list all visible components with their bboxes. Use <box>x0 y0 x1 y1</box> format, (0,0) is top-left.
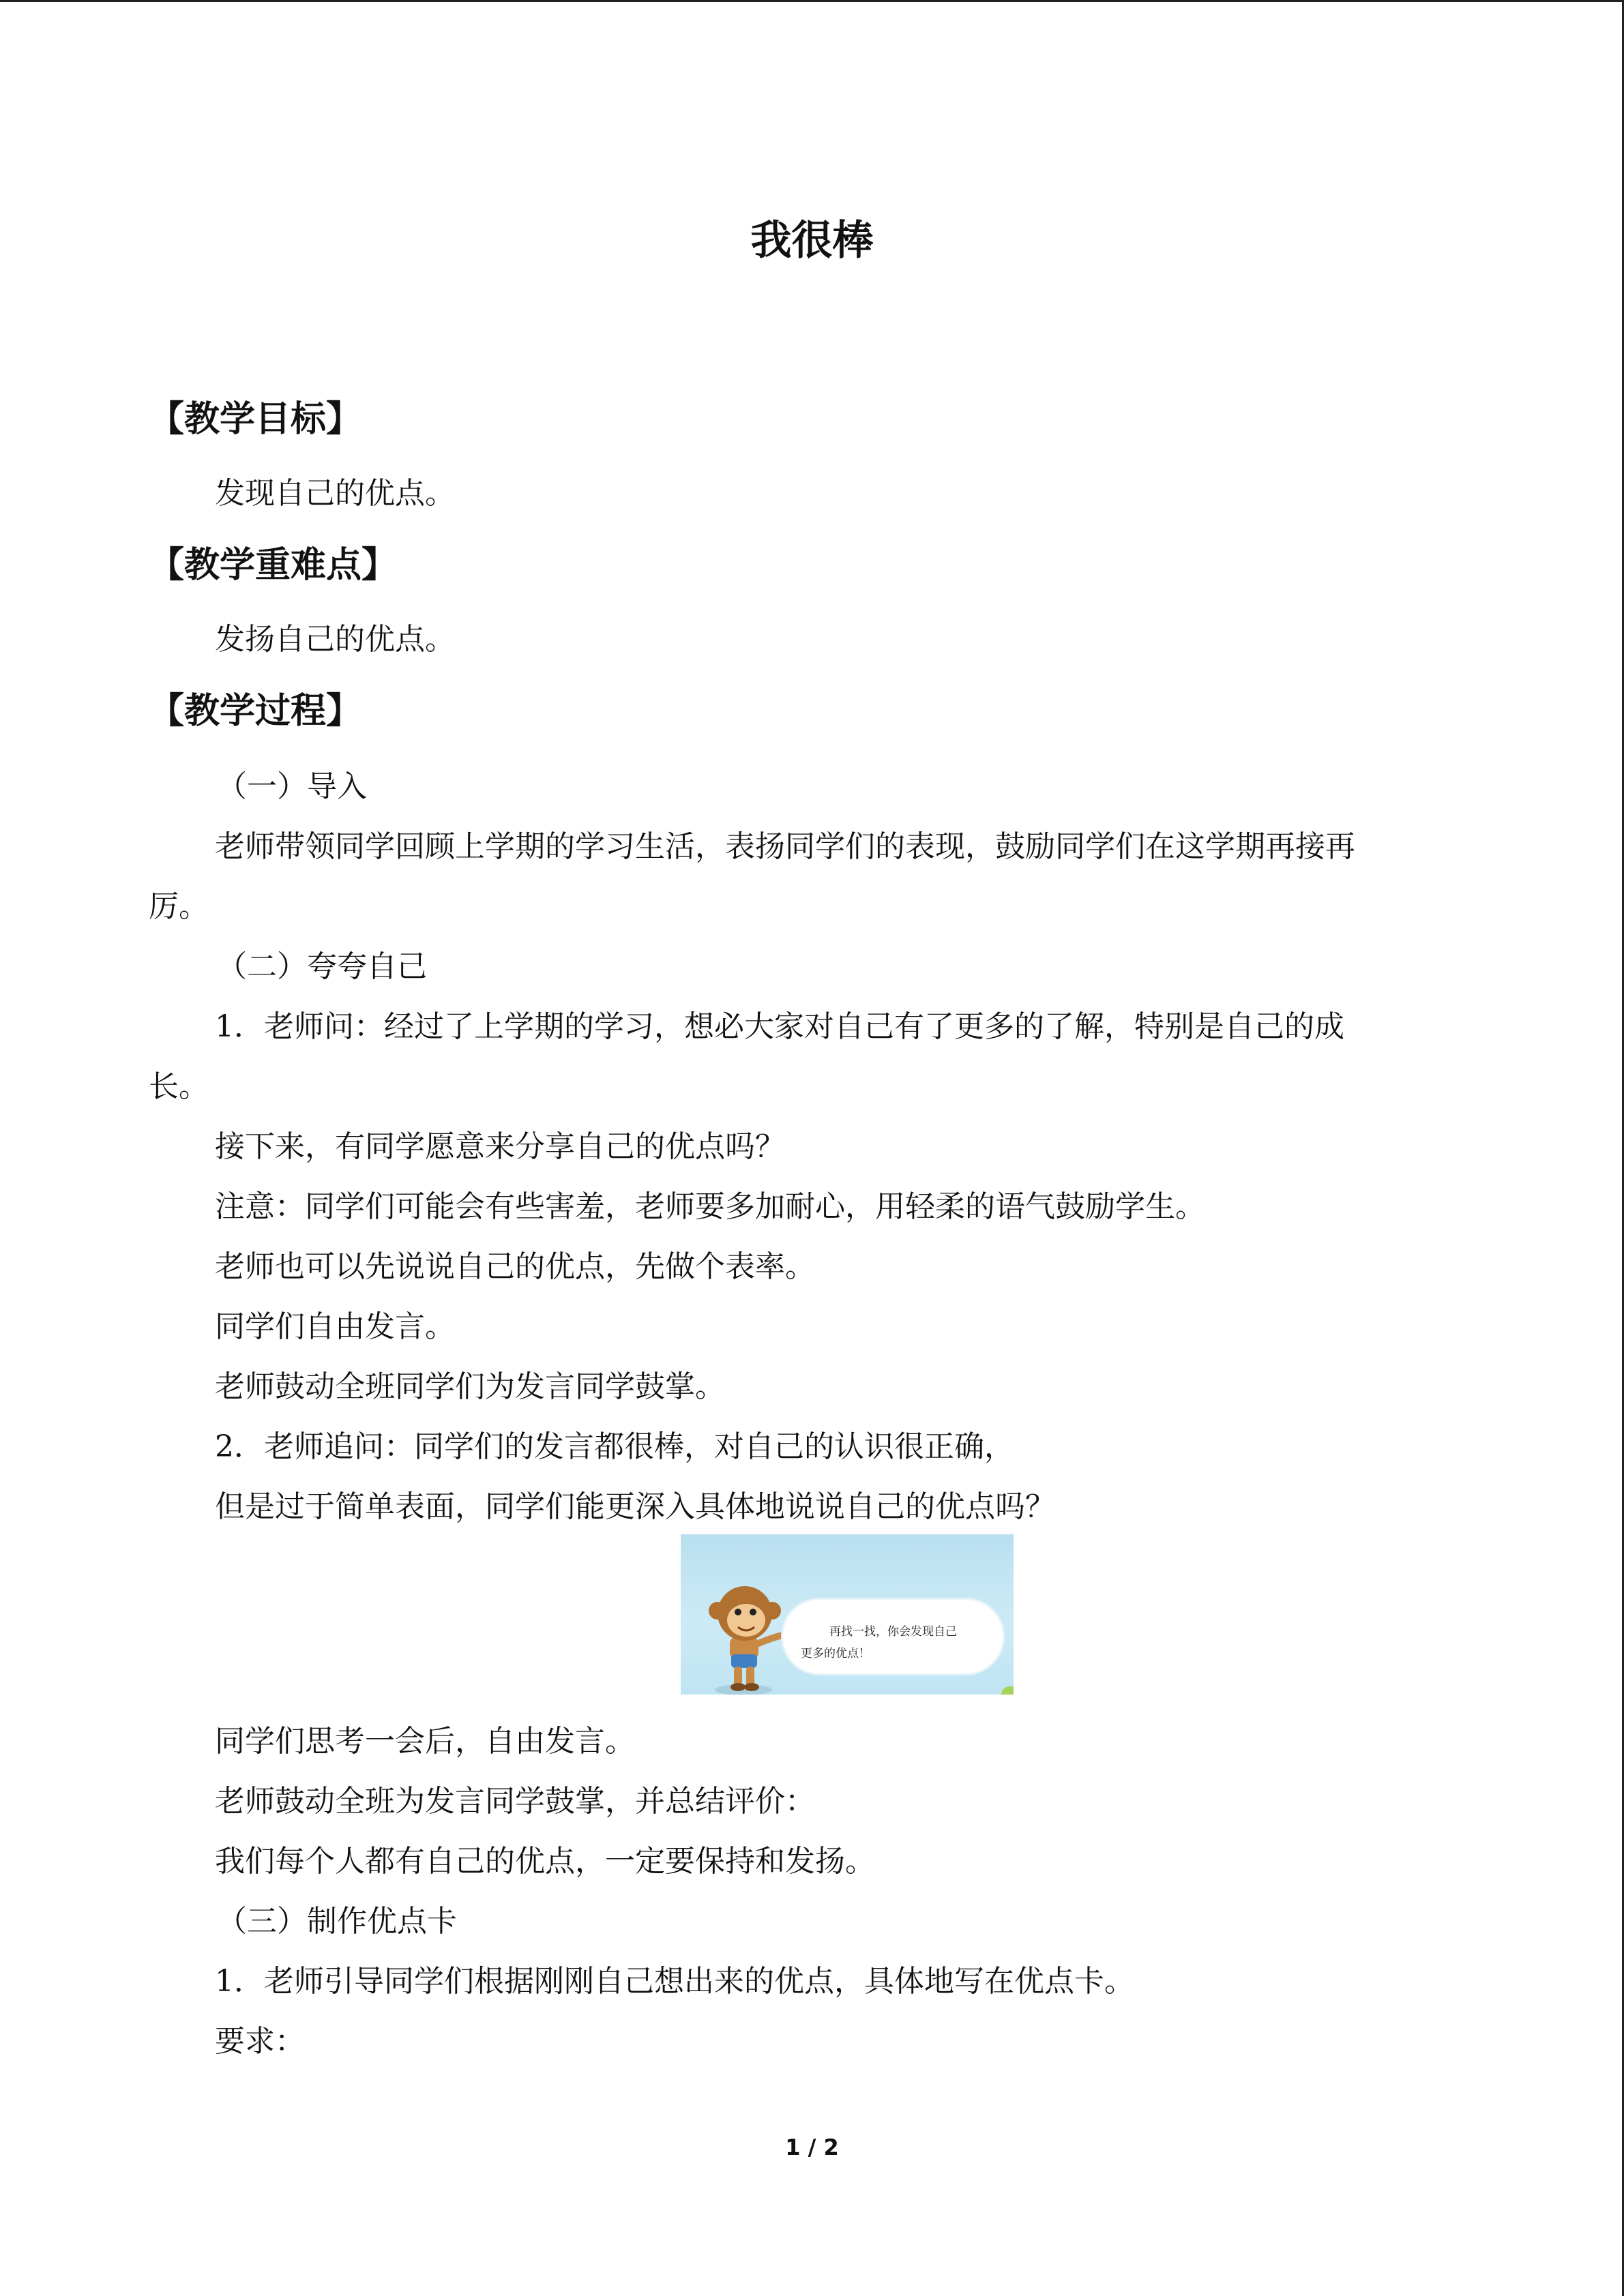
heading-teaching-goal: 【教学目标】 <box>149 399 362 440</box>
part2-line9: 但是过于简单表面，同学们能更深入具体地说说自己的优点吗？ <box>215 1489 1055 1524</box>
part2-title: （二）夸夸自己 <box>217 949 427 984</box>
heading-teaching-process: 【教学过程】 <box>149 691 362 732</box>
part1-line1: 老师带领同学回顾上学期的学习生活，表扬同学们的表现，鼓励同学们在这学期再接再 <box>215 829 1355 864</box>
speech-bubble-line1: 再找一找，你会发现自己 <box>829 1625 957 1639</box>
part3-line2: 要求： <box>215 2024 305 2059</box>
page-number: 1 / 2 <box>785 2134 839 2160</box>
part2-line7: 老师鼓动全班同学们为发言同学鼓掌。 <box>215 1369 725 1404</box>
heading-key-points: 【教学重难点】 <box>149 545 398 586</box>
part2-line6: 同学们自由发言。 <box>215 1309 455 1344</box>
key-text: 发扬自己的优点。 <box>215 622 455 657</box>
part2-line2: 长。 <box>149 1069 209 1104</box>
part2-line3: 接下来，有同学愿意来分享自己的优点吗？ <box>215 1129 785 1164</box>
part3-title: （三）制作优点卡 <box>217 1904 457 1939</box>
part2-line1: 1．老师问：经过了上学期的学习，想必大家对自己有了更多的了解，特别是自己的成 <box>215 1009 1344 1044</box>
part2-line11: 老师鼓动全班为发言同学鼓掌，并总结评价： <box>215 1784 815 1819</box>
part1-line2: 厉。 <box>149 889 209 924</box>
illustration-monkey-speech <box>681 1534 1014 1695</box>
page-title: 我很棒 <box>750 217 874 265</box>
part2-line5: 老师也可以先说说自己的优点，先做个表率。 <box>215 1249 815 1284</box>
part1-title: （一）导入 <box>217 769 367 804</box>
part2-line4: 注意：同学们可能会有些害羞，老师要多加耐心，用轻柔的语气鼓励学生。 <box>215 1189 1205 1224</box>
goal-text: 发现自己的优点。 <box>215 476 455 511</box>
page-border-top <box>0 0 1624 2</box>
part3-line1: 1．老师引导同学们根据刚刚自己想出来的优点，具体地写在优点卡。 <box>215 1964 1134 1999</box>
part2-line10: 同学们思考一会后，自由发言。 <box>215 1724 635 1759</box>
part2-line12: 我们每个人都有自己的优点，一定要保持和发扬。 <box>215 1844 875 1879</box>
speech-bubble-line2: 更多的优点！ <box>801 1647 870 1660</box>
part2-line8: 2．老师追问：同学们的发言都很棒，对自己的认识很正确， <box>215 1429 1014 1464</box>
